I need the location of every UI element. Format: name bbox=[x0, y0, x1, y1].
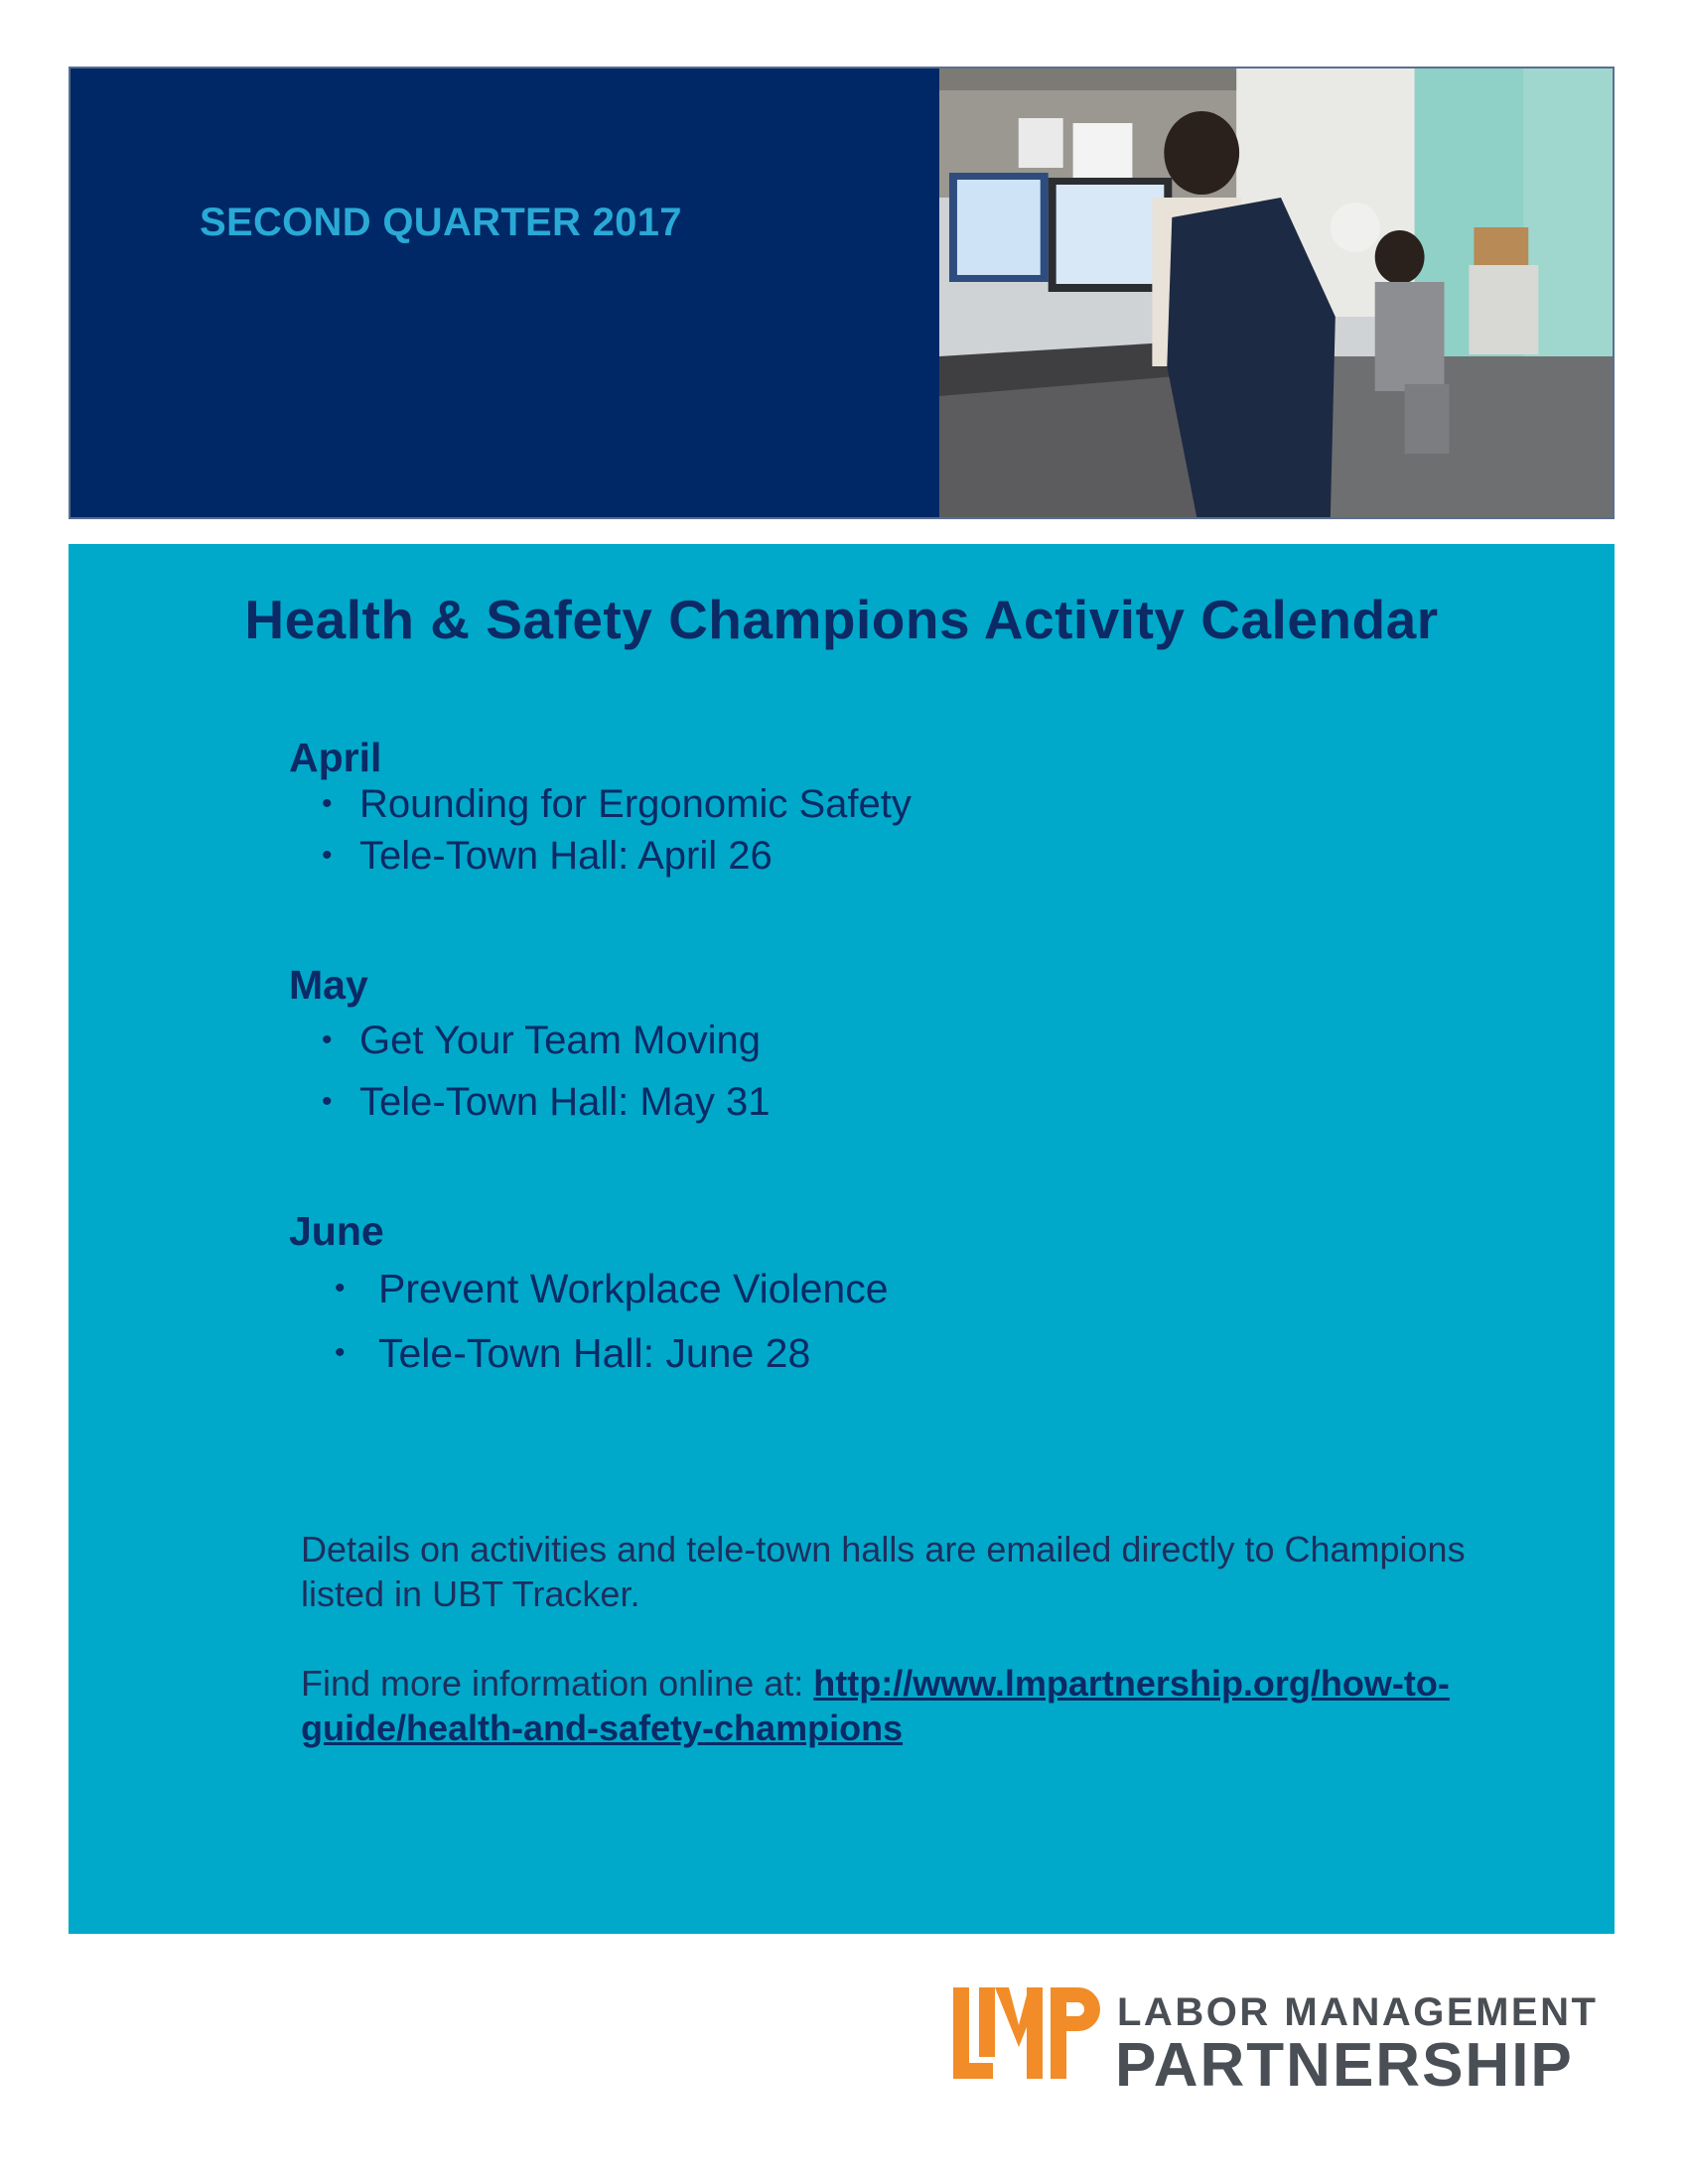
lmp-logo bbox=[953, 1985, 1609, 2100]
header-navy-block bbox=[70, 68, 939, 517]
details-note bbox=[301, 1527, 1592, 1616]
may-item-list bbox=[322, 1021, 771, 1122]
lmp-logo-mark bbox=[953, 1985, 1102, 2085]
june-item-list bbox=[335, 1266, 889, 1376]
info-link-part-2[interactable]: guide/health-and-safety-champions bbox=[301, 1707, 904, 1748]
header-photo bbox=[939, 68, 1613, 517]
list-item: • Get Your Team Moving bbox=[322, 1021, 771, 1060]
month-heading-may: May bbox=[289, 962, 368, 1008]
list-item: • Rounding for Ergonomic Safety bbox=[322, 784, 912, 824]
quarter-label: SECOND QUARTER 2017 bbox=[200, 201, 682, 244]
more-info bbox=[301, 1661, 1592, 1750]
calendar-panel bbox=[69, 544, 1615, 1934]
list-item: • Tele-Town Hall: June 28 bbox=[335, 1333, 889, 1374]
logo-text-line-1: LABOR MANAGEMENT bbox=[1117, 1990, 1599, 2034]
details-line-2: listed in UBT Tracker. bbox=[301, 1573, 640, 1614]
logo-text-line-2: PARTNERSHIP bbox=[1115, 2031, 1574, 2100]
list-item: • Tele-Town Hall: April 26 bbox=[322, 836, 912, 876]
list-item: • Tele-Town Hall: May 31 bbox=[322, 1082, 771, 1122]
month-heading-june: June bbox=[289, 1208, 384, 1254]
details-line-1: Details on activities and tele-town halls are emailed directly to Champions bbox=[301, 1529, 1466, 1570]
more-info-label: Find more information online at: bbox=[301, 1663, 814, 1704]
info-link-part-1[interactable]: http://www.lmpartnership.org/how-to- bbox=[813, 1663, 1450, 1704]
april-item-list bbox=[322, 784, 912, 876]
header-banner bbox=[69, 67, 1615, 519]
month-heading-april: April bbox=[289, 735, 382, 780]
calendar-title: Health & Safety Champions Activity Calendar bbox=[244, 589, 1439, 650]
list-item: • Prevent Workplace Violence bbox=[335, 1269, 889, 1309]
